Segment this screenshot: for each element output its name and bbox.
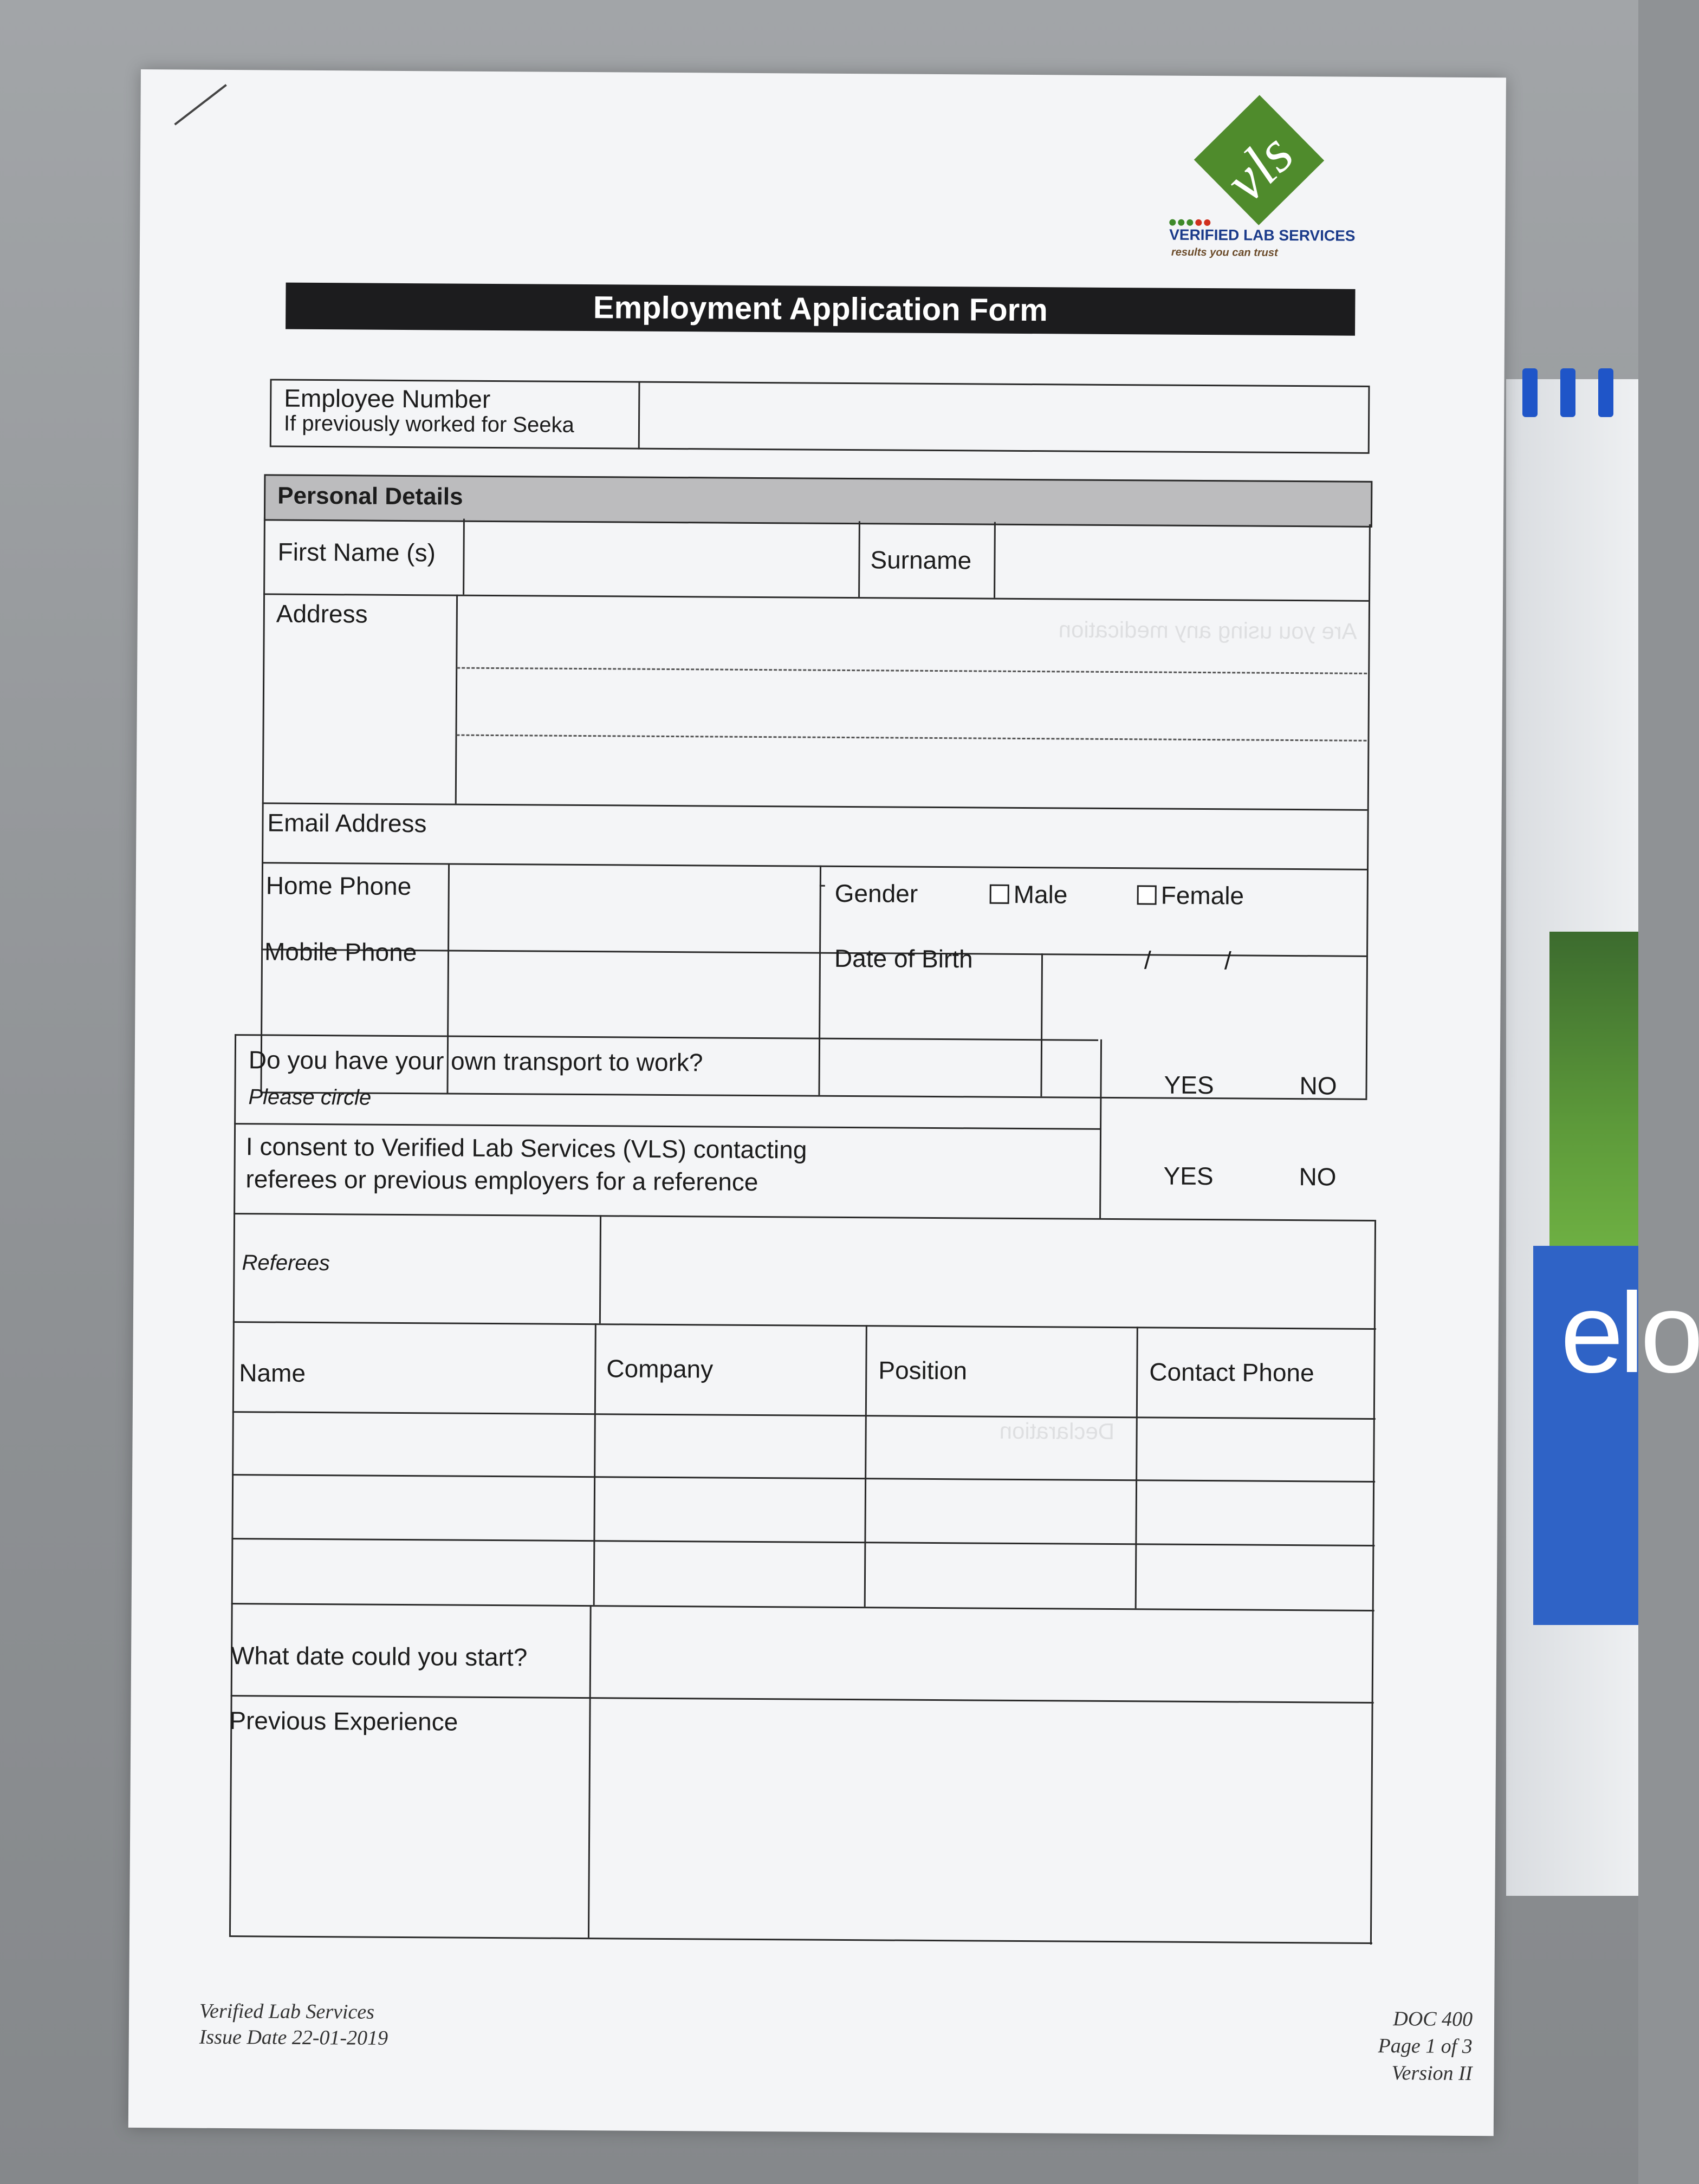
footer-issuer — [199, 1998, 388, 2051]
footer-page-number: Page 1 of 3 — [1378, 2034, 1473, 2058]
email-label: Email Address — [267, 808, 427, 838]
address-field[interactable] — [458, 598, 1366, 807]
footer-doc-number: DOC 400 — [1393, 2007, 1473, 2031]
previous-experience-field[interactable] — [591, 1700, 1370, 1940]
first-name-field[interactable] — [466, 522, 857, 595]
footer-version: Version II — [1391, 2062, 1473, 2085]
referees-field[interactable] — [602, 1218, 1372, 1326]
binder-rings — [1522, 368, 1638, 417]
personal-details-title: Personal Details — [277, 482, 463, 510]
pen-mark — [174, 84, 226, 125]
male-checkbox[interactable] — [990, 885, 1009, 904]
table-row[interactable] — [235, 1414, 1371, 1479]
email-field[interactable] — [458, 807, 1365, 867]
transport-hint: Please circle — [248, 1085, 372, 1110]
logo-dots — [1169, 219, 1210, 226]
gender-label: Gender — [834, 879, 918, 908]
binder-text: elo — [1560, 1269, 1699, 1396]
logo-mark: vls — [1212, 120, 1306, 214]
referee-col-name: Name — [239, 1358, 306, 1387]
gender-option-male[interactable]: Male — [990, 880, 1068, 909]
employee-number-label: Employee Number — [284, 384, 491, 413]
personal-details-header — [264, 474, 1372, 527]
vls-logo — [1169, 103, 1354, 266]
referee-col-company: Company — [606, 1354, 714, 1383]
gender-option-female[interactable]: Female — [1137, 880, 1244, 910]
show-through-text: Are you using any medication — [1058, 616, 1357, 644]
show-through-text: Declaration — [999, 1418, 1115, 1445]
home-phone-label: Home Phone — [265, 871, 412, 901]
employee-number-sublabel: If previously worked for Seeka — [283, 411, 574, 437]
home-phone-field[interactable] — [451, 867, 818, 950]
binder-photo — [1549, 932, 1638, 1257]
footer-company: Verified Lab Services — [199, 1999, 375, 2024]
dob-label: Date of Birth — [834, 944, 973, 973]
start-date-field[interactable] — [593, 1608, 1370, 1700]
surname-label: Surname — [870, 545, 972, 575]
employee-number-field[interactable] — [643, 385, 1364, 448]
form-paper — [128, 69, 1506, 2136]
referee-col-position: Position — [878, 1356, 968, 1385]
mobile-phone-label: Mobile Phone — [264, 937, 417, 967]
consent-text-line2: referees or previous employers for a reference — [245, 1165, 758, 1196]
first-name-label: First Name (s) — [277, 537, 436, 567]
logo-tagline: results you can trust — [1171, 246, 1278, 259]
previous-experience-label: Previous Experience — [229, 1706, 458, 1736]
consent-no-option[interactable]: NO — [1299, 1162, 1337, 1191]
address-label: Address — [276, 599, 368, 628]
referee-col-contact-phone: Contact Phone — [1149, 1357, 1314, 1387]
dob-separator: / — [1144, 946, 1151, 974]
dob-separator: / — [1224, 946, 1231, 975]
table-row[interactable] — [235, 1541, 1371, 1608]
logo-company-name: VERIFIED LAB SERVICES — [1169, 226, 1356, 244]
consent-text-line1: I consent to Verified Lab Services (VLS) contacting — [245, 1132, 807, 1164]
table-row[interactable] — [235, 1477, 1371, 1543]
consent-yes-option[interactable]: YES — [1163, 1161, 1214, 1191]
start-date-label: What date could you start? — [230, 1641, 528, 1672]
form-title: Employment Application Form — [286, 283, 1355, 336]
referees-label: Referees — [242, 1251, 330, 1276]
footer-issue-date: Issue Date 22-01-2019 — [199, 2025, 388, 2050]
transport-yes-option[interactable]: YES — [1164, 1070, 1214, 1100]
transport-question: Do you have your own transport to work? — [248, 1045, 703, 1077]
surname-field[interactable] — [997, 525, 1367, 598]
female-checkbox[interactable] — [1137, 885, 1157, 905]
transport-no-option[interactable]: NO — [1299, 1071, 1337, 1100]
footer-doc-info — [1309, 2005, 1473, 2087]
